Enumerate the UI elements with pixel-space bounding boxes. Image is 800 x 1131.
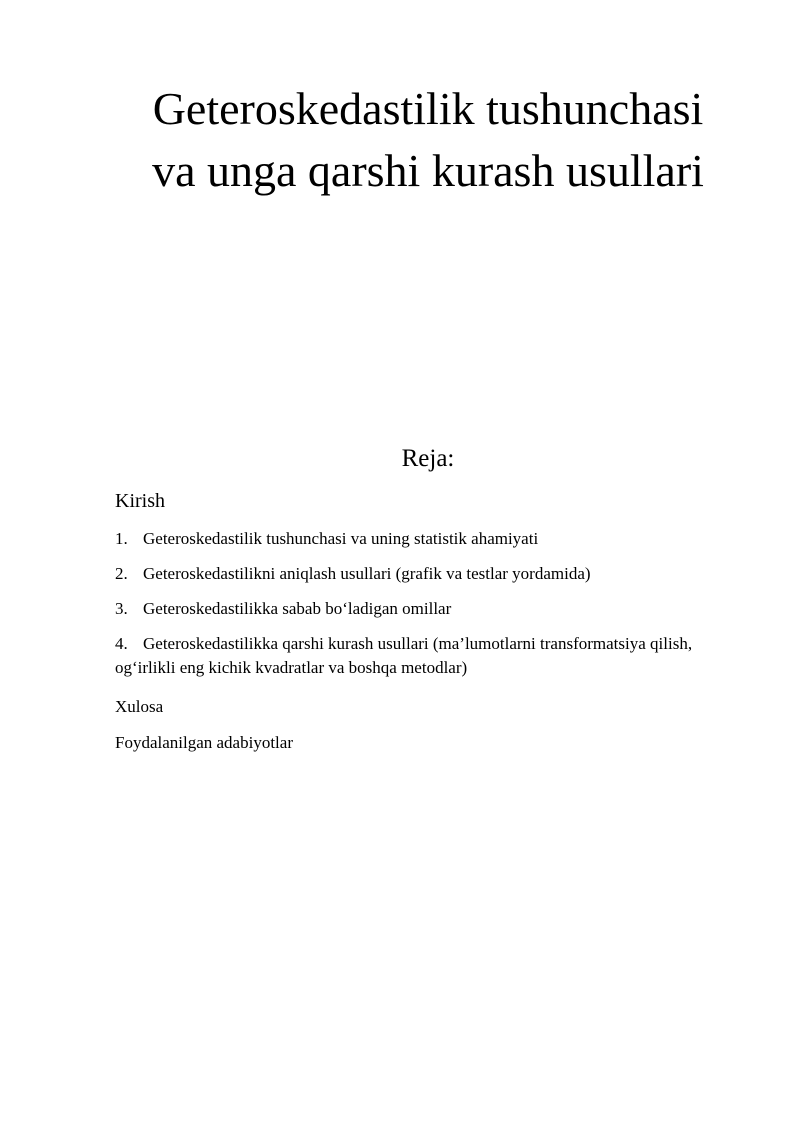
list-item [115,527,725,551]
references-entry: Foydalanilgan adabiyotlar [115,733,293,752]
document-title [100,78,756,202]
list-item [115,632,725,680]
list-item-number: 3. [115,599,128,618]
list-item-number: 4. [115,634,128,653]
list-item-text: Geteroskedastilikka sabab bo‘ladigan omillar [143,599,452,618]
list-item [115,597,725,621]
title-line-2: va unga qarshi kurash usullari [152,145,704,196]
list-item-number: 2. [115,564,128,583]
conclusion-entry: Xulosa [115,697,164,716]
list-item-text: Geteroskedastilikni aniqlash usullari (grafik va testlar yordamida) [143,564,591,583]
plan-list [115,527,725,691]
plan-heading: Reja: [401,445,455,472]
list-item-number: 1. [115,529,128,548]
title-line-1: Geteroskedastilik tushunchasi [152,83,704,134]
list-item [115,562,725,586]
list-item-text: Geteroskedastilikka qarshi kurash usullari (ma’lumotlarni transformatsiya qilish, og‘irlikli eng kichik kvadratlar va boshqa metodlar) [115,634,693,677]
intro-entry: Kirish [115,490,165,512]
list-item-text: Geteroskedastilik tushunchasi va uning statistik ahamiyati [143,529,539,548]
